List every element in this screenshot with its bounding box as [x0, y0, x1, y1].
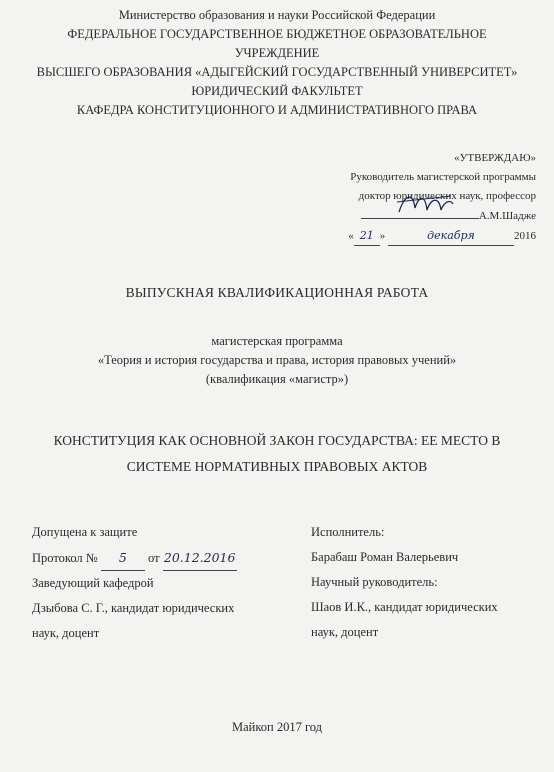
approval-date: [348, 226, 536, 246]
approval-role: Руководитель магистерской программы: [350, 171, 536, 183]
protocol-line: [32, 545, 237, 571]
admitted-label: Допущена к защите: [32, 525, 138, 539]
program-label: магистерская программа: [211, 334, 343, 348]
department-line: КАФЕДРА КОНСТИТУЦИОННОГО И АДМИНИСТРАТИВНОГО ПРАВА: [76, 103, 478, 117]
supervisor-line-1: Шаов И.К., кандидат юридических: [311, 600, 498, 614]
institution-line-2: УЧРЕЖДЕНИЕ: [234, 46, 320, 60]
city-year: Майкоп 2017 год: [231, 720, 323, 734]
thesis-topic: [0, 428, 554, 480]
faculty-line: ЮРИДИЧЕСКИЙ ФАКУЛЬТЕТ: [191, 84, 363, 98]
protocol-date: 20.12.2016: [163, 545, 237, 571]
signature-field: [361, 206, 479, 219]
head-line-1: Дзыбова С. Г., кандидат юридических: [32, 601, 235, 615]
protocol-label: Протокол №: [32, 551, 98, 565]
date-quote-close: »: [379, 230, 386, 242]
approval-title: «УТВЕРЖДАЮ»: [454, 152, 536, 164]
approval-block: [348, 149, 536, 246]
approval-year: 2016: [514, 230, 536, 242]
head-label: Заведующий кафедрой: [32, 576, 154, 590]
approval-degree: доктор юридических наук, профессор: [358, 190, 536, 202]
institution-line-1: ФЕДЕРАЛЬНОЕ ГОСУДАРСТВЕННОЕ БЮДЖЕТНОЕ ОБРАЗОВАТЕЛЬНОЕ: [67, 27, 487, 41]
approval-day: 21: [354, 226, 380, 246]
date-quote-open: «: [348, 230, 354, 242]
executor-name: Барабаш Роман Валерьевич: [311, 550, 459, 564]
program-name: «Теория и история государства и права, история правовых учений»: [97, 353, 457, 367]
protocol-number: 5: [101, 545, 145, 571]
program-block: [0, 332, 554, 389]
executor-label: Исполнитель:: [311, 525, 385, 539]
executor-block: [311, 520, 498, 645]
approver-name: А.М.Шадже: [478, 210, 536, 222]
approval-month: декабря: [388, 226, 514, 246]
signature-mark: [395, 190, 455, 218]
institution-header: [0, 6, 554, 120]
institution-line-3: ВЫСШЕГО ОБРАЗОВАНИЯ «АДЫГЕЙСКИЙ ГОСУДАРСТВЕННЫЙ УНИВЕРСИТЕТ»: [36, 65, 518, 79]
supervisor-label: Научный руководитель:: [311, 575, 438, 589]
approval-signature-line: [348, 206, 536, 226]
protocol-from-label: от: [147, 551, 160, 565]
qualification: (квалификация «магистр»): [205, 372, 349, 386]
work-type: ВЫПУСКНАЯ КВАЛИФИКАЦИОННАЯ РАБОТА: [125, 285, 429, 300]
head-line-2: наук, доцент: [32, 626, 100, 640]
topic-line-1: КОНСТИТУЦИЯ КАК ОСНОВНОЙ ЗАКОН ГОСУДАРСТВА: ЕЕ МЕСТО В: [53, 433, 501, 448]
topic-line-2: СИСТЕМЕ НОРМАТИВНЫХ ПРАВОВЫХ АКТОВ: [126, 459, 428, 474]
defense-admission-block: [32, 520, 237, 646]
supervisor-line-2: наук, доцент: [311, 625, 379, 639]
ministry-line: Министерство образования и науки Российской Федерации: [118, 8, 436, 22]
